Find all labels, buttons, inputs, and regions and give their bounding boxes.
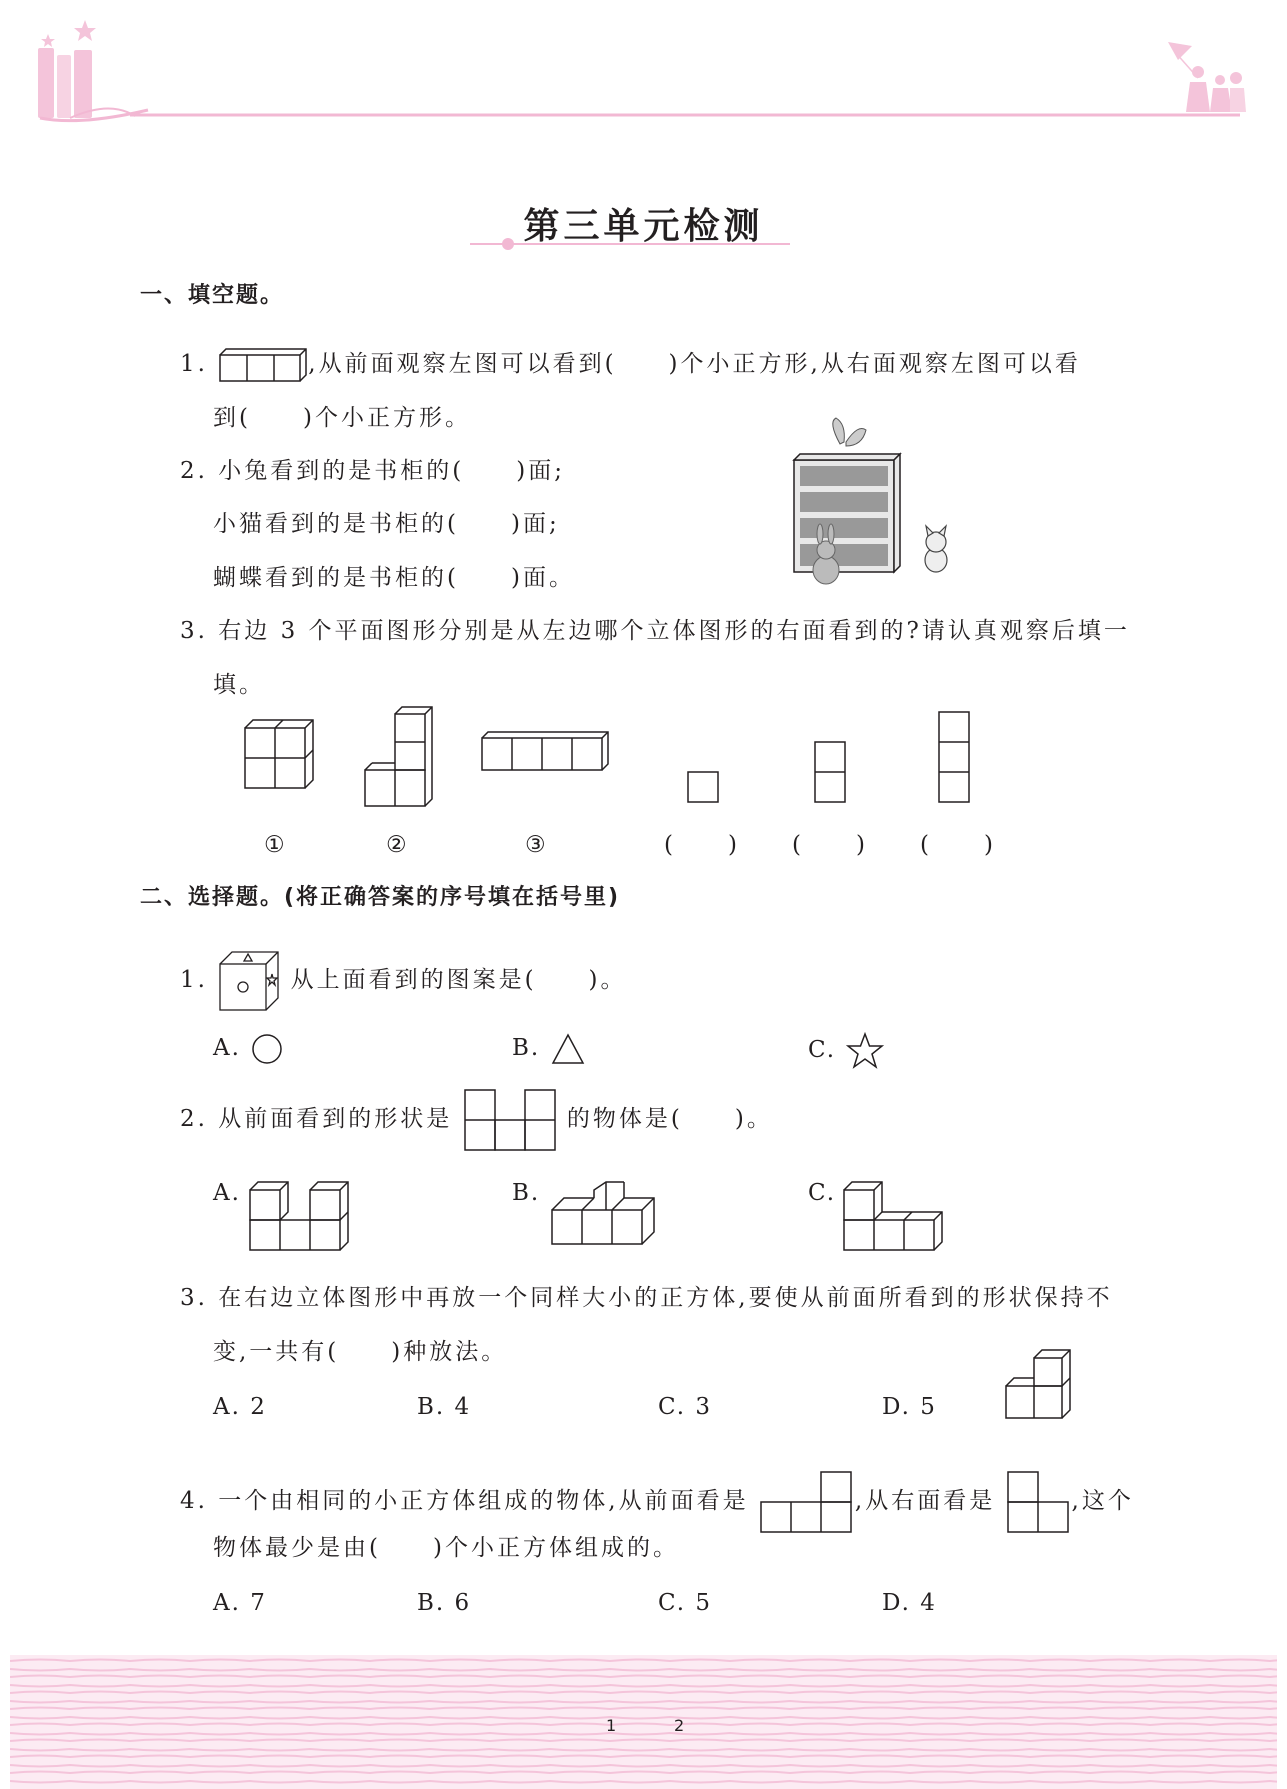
question-2-4-line2: 物体最少是由( )个小正方体组成的。 (213, 1535, 679, 1561)
question-text: ,从右面看是 (854, 1488, 996, 1514)
plan-view-column-2 (815, 742, 845, 802)
question-text: ,这个 (1071, 1488, 1134, 1514)
title-underline (460, 238, 800, 250)
question-number: 1. (180, 967, 208, 993)
question-1-1-line2: 到( )个小正方形。 (213, 405, 471, 431)
figure-1 (245, 720, 313, 788)
question-text: 小兔看到的是书柜的( )面; (218, 458, 565, 484)
question-2-2 (180, 1088, 773, 1152)
question-number: 1. (180, 351, 208, 377)
option-c[interactable]: C. (808, 1180, 837, 1206)
triangle-icon (550, 1032, 586, 1066)
option-a-figure (250, 1182, 348, 1250)
option-a[interactable]: A. (213, 1032, 284, 1066)
question-2-3-line2: 变,一共有( )种放法。 (213, 1339, 508, 1365)
option-c[interactable]: C. 3 (658, 1394, 713, 1420)
option-c[interactable]: C. 5 (658, 1590, 713, 1616)
question-number: 4. (180, 1488, 208, 1514)
option-a[interactable]: A. 7 (213, 1590, 267, 1616)
option-a[interactable]: A. (213, 1180, 241, 1206)
front-view-shape (463, 1088, 557, 1152)
option-a[interactable]: A. 2 (213, 1394, 267, 1420)
stacked-cubes-figure (1000, 1346, 1090, 1426)
option-d[interactable]: D. 5 (882, 1394, 937, 1420)
figure-2 (365, 707, 432, 806)
answer-blank-1[interactable]: ( ) (664, 832, 740, 858)
three-cube-figure (218, 347, 308, 383)
footer-band (10, 1655, 1277, 1789)
choice-figures-q2 (240, 1180, 960, 1260)
option-b-figure (552, 1182, 654, 1244)
option-c[interactable]: C. (808, 1032, 885, 1070)
question-1-2-line1 (180, 456, 565, 486)
question-2-1 (180, 950, 627, 1012)
answer-blank-3[interactable]: ( ) (920, 832, 996, 858)
figure-3 (482, 732, 608, 770)
question-number: 2. (180, 1106, 208, 1132)
figure-label-2: ② (386, 832, 410, 858)
question-text: 一个由相同的小正方体组成的物体,从前面看是 (218, 1488, 749, 1514)
option-c-figure (844, 1182, 942, 1250)
right-view-shape (1006, 1470, 1072, 1534)
figure-label-1: ① (264, 832, 288, 858)
children-kite-icon (1168, 42, 1246, 112)
header-decoration (0, 0, 1287, 140)
answer-blank-2[interactable]: ( ) (792, 832, 868, 858)
figure-label-3: ③ (525, 832, 549, 858)
page-number-left: 1 (606, 1716, 617, 1735)
butterfly-icon (833, 418, 866, 446)
solid-figures-row (230, 700, 990, 810)
section-heading-fill-blank: 一、填空题。 (140, 283, 285, 308)
page-title: 第三单元检测 (523, 205, 764, 247)
question-2-3-line1 (180, 1283, 1113, 1313)
question-1-1 (180, 347, 1081, 383)
question-text: 的物体是( )。 (566, 1106, 773, 1132)
question-2-4-line1 (180, 1470, 1134, 1534)
marked-cube-figure (218, 950, 280, 1012)
question-number: 3. (180, 618, 208, 644)
question-text: 在右边立体图形中再放一个同样大小的正方体,要使从前面所看到的形状保持不 (218, 1285, 1113, 1311)
question-number: 3. (180, 1285, 208, 1311)
plan-view-column-3 (939, 712, 969, 802)
question-1-3-line1 (180, 616, 1130, 646)
star-icon (845, 1032, 885, 1070)
question-1-3-line2: 填。 (213, 672, 265, 698)
option-d[interactable]: D. 4 (882, 1590, 937, 1616)
question-text: 从上面看到的图案是( )。 (290, 967, 627, 993)
option-b[interactable]: B. (512, 1180, 541, 1206)
question-text: ,从前面观察左图可以看到( )个小正方形,从右面观察左图可以看 (308, 351, 1081, 377)
books-icon (38, 20, 148, 121)
option-b[interactable]: B. 4 (417, 1394, 472, 1420)
bookshelf-illustration (780, 410, 960, 590)
question-1-2-line2: 小猫看到的是书柜的( )面; (213, 511, 560, 537)
circle-icon (250, 1032, 284, 1066)
question-text: 从前面看到的形状是 (218, 1106, 453, 1132)
cat-icon (925, 526, 947, 572)
question-1-2-line3: 蝴蝶看到的是书柜的( )面。 (213, 565, 575, 591)
plan-view-square-1 (688, 772, 718, 802)
question-number: 2. (180, 458, 208, 484)
page-number-right: 2 (674, 1716, 685, 1735)
question-text: 右边 3 个平面图形分别是从左边哪个立体图形的右面看到的?请认真观察后填一 (218, 618, 1130, 644)
front-view-l-shape (759, 1470, 855, 1534)
option-b[interactable]: B. 6 (417, 1590, 472, 1616)
section-heading-multiple-choice: 二、选择题。(将正确答案的序号填在括号里) (140, 885, 621, 910)
option-b[interactable]: B. (512, 1032, 586, 1066)
